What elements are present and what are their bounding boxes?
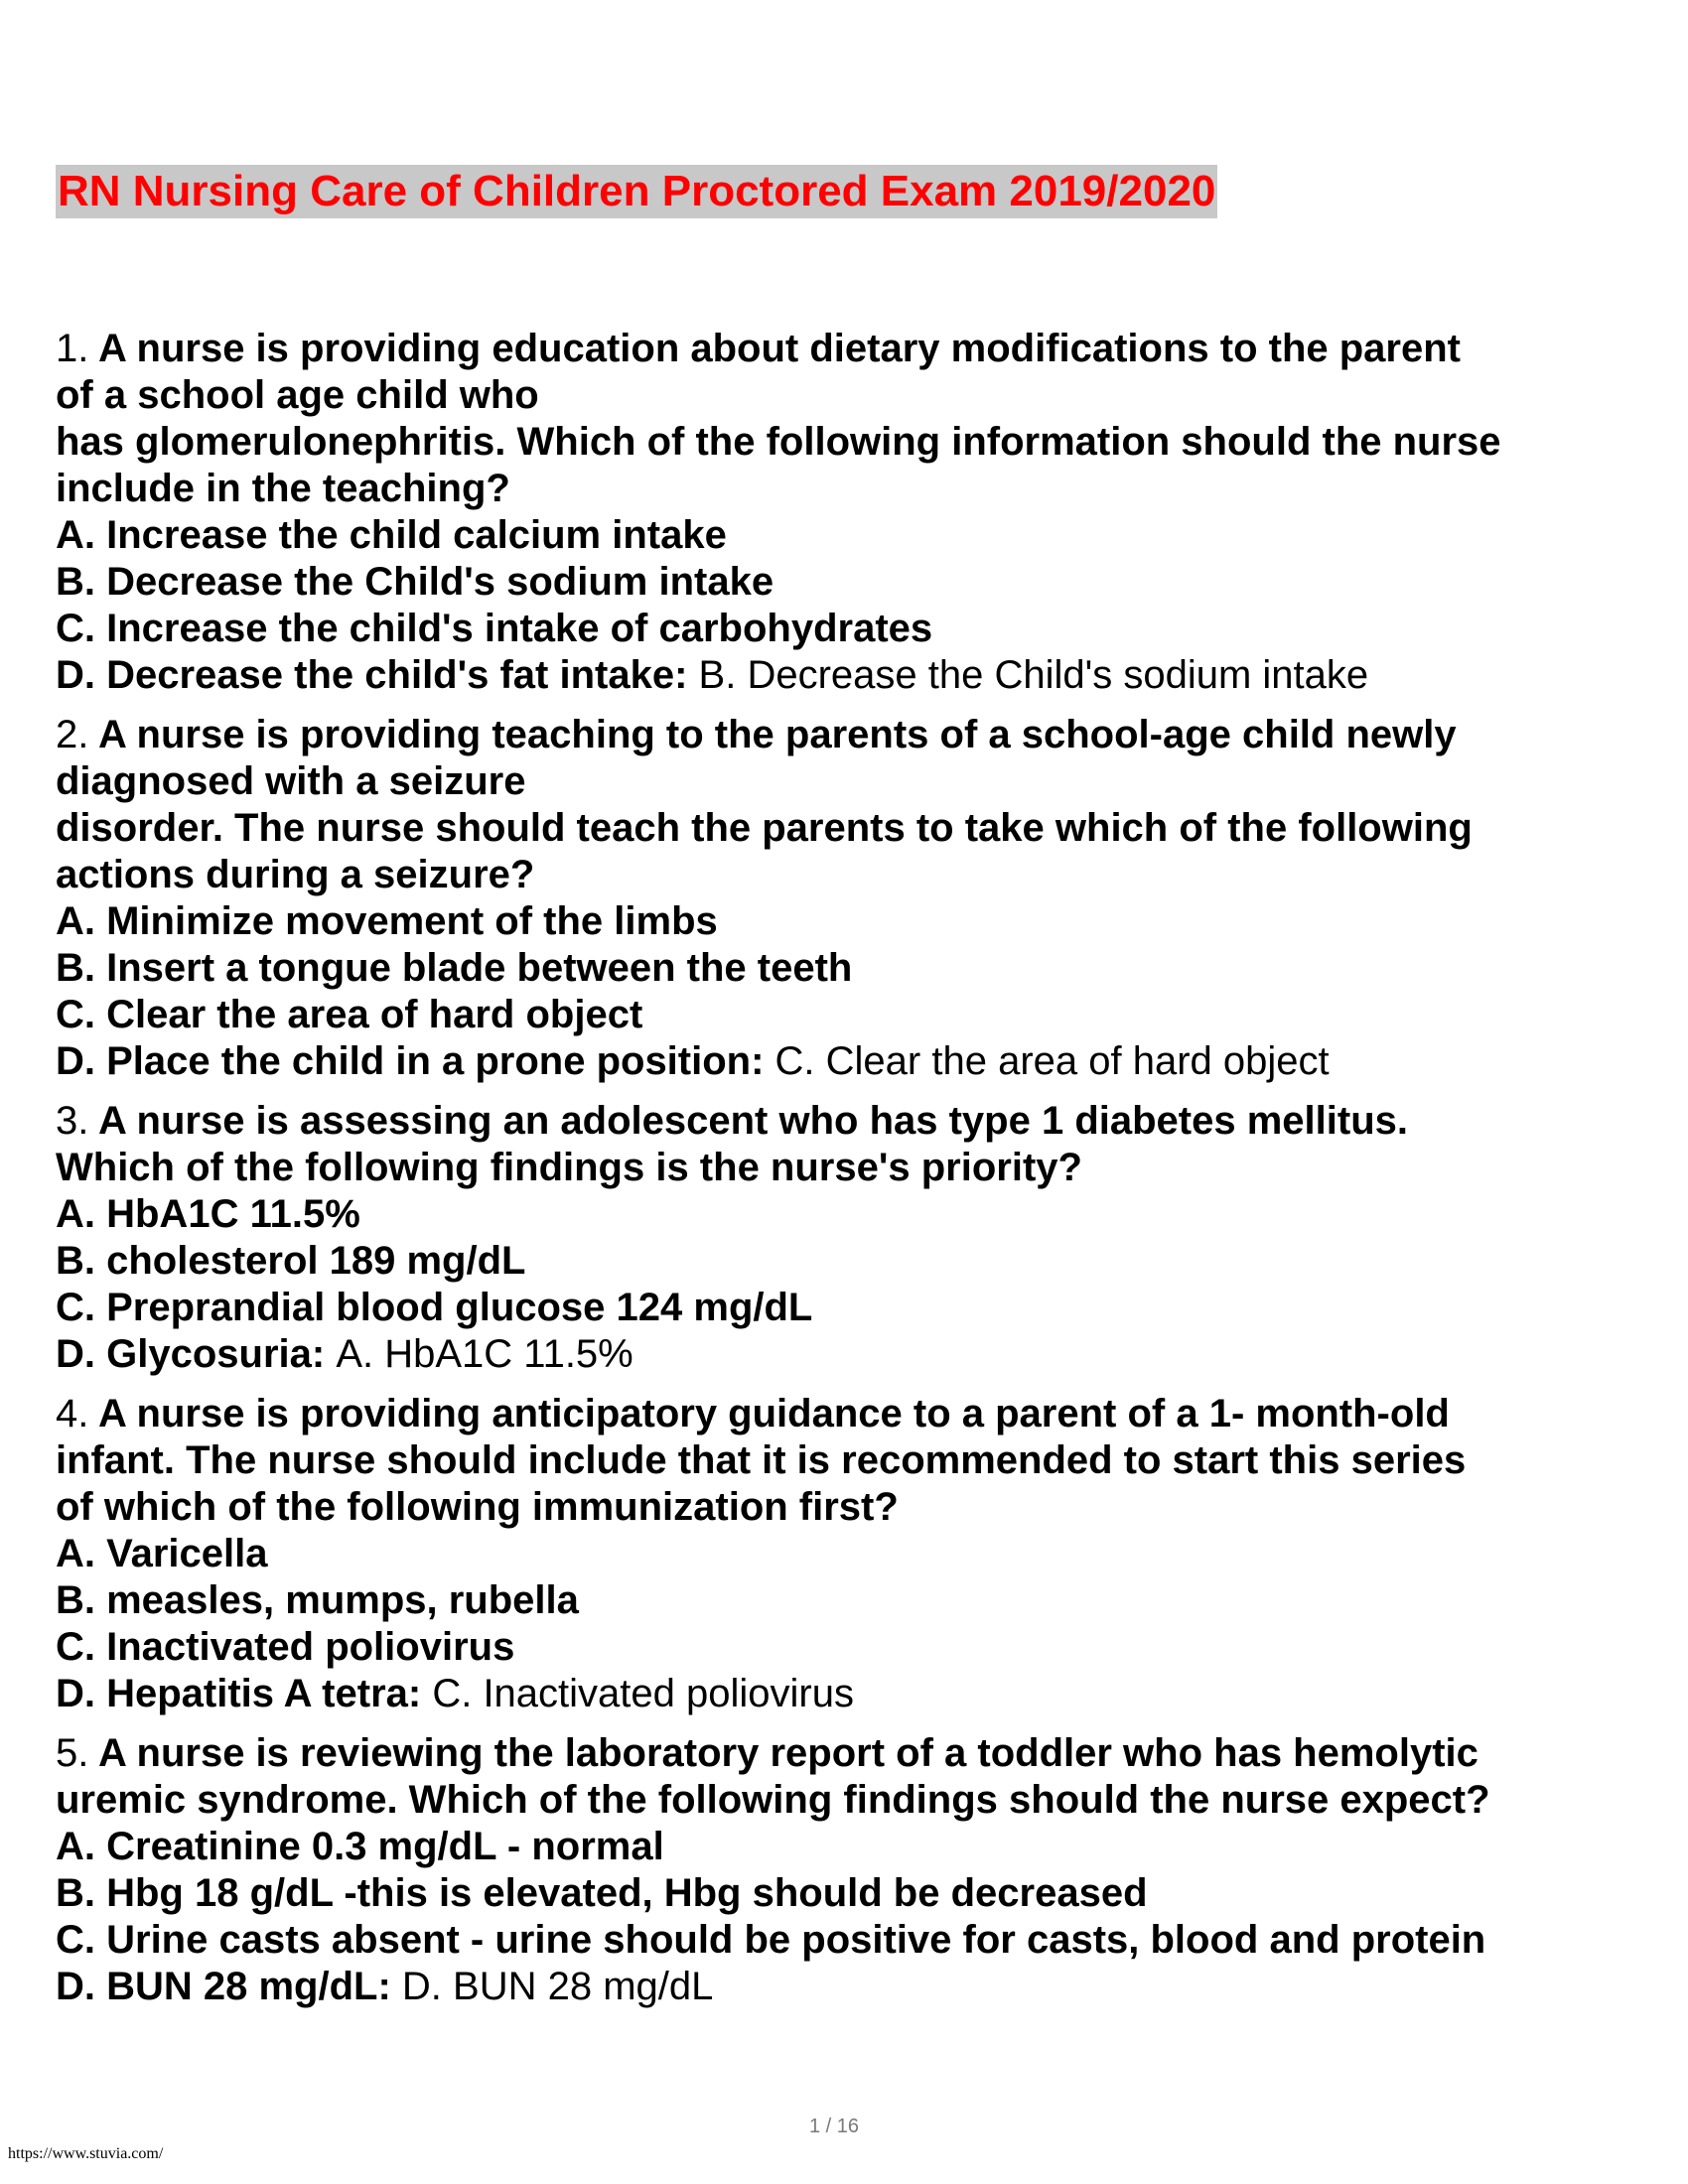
- option-d: D. Hepatitis A tetra:: [56, 1672, 422, 1715]
- question-number: 4.: [56, 1392, 89, 1435]
- option-d-line: [56, 652, 1644, 699]
- option-b: B. Insert a tongue blade between the teeth: [56, 946, 853, 990]
- question-stem-text: A nurse is assessing an adolescent who has type 1 diabetes mellitus.: [98, 1099, 1408, 1143]
- option-b: B. measles, mumps, rubella: [56, 1578, 579, 1622]
- option-a: A. Varicella: [56, 1532, 268, 1575]
- option-a: A. Increase the child calcium intake: [56, 513, 727, 557]
- answer-text: D. BUN 28 mg/dL: [401, 1965, 714, 2008]
- question-stem-text: A nurse is providing anticipatory guidance to a parent of a 1- month-old: [98, 1392, 1450, 1435]
- option-a: A. Creatinine 0.3 mg/dL - normal: [56, 1825, 664, 1868]
- question-stem-line: uremic syndrome. Which of the following findings should the nurse expect?: [56, 1778, 1490, 1822]
- question-4: [56, 1391, 1644, 1717]
- option-b: B. Hbg 18 g/dL -this is elevated, Hbg should be decreased: [56, 1871, 1148, 1915]
- option-c: C. Preprandial blood glucose 124 mg/dL: [56, 1286, 813, 1329]
- option-b: B. Decrease the Child's sodium intake: [56, 560, 774, 604]
- question-stem-line: infant. The nurse should include that it is recommended to start this series: [56, 1438, 1467, 1482]
- question-stem-line: [56, 1391, 1644, 1437]
- question-stem-line: [56, 326, 1644, 372]
- answer-text: B. Decrease the Child's sodium intake: [698, 653, 1369, 697]
- question-stem-line: actions during a seizure?: [56, 853, 535, 896]
- page-title: RN Nursing Care of Children Proctored Exam 2019/2020: [56, 165, 1217, 218]
- question-stem-text: A nurse is providing education about dietary modifications to the parent: [98, 327, 1461, 370]
- question-stem-line: [56, 1730, 1644, 1777]
- question-stem-text: A nurse is reviewing the laboratory report of a toddler who has hemolytic: [98, 1731, 1478, 1775]
- question-stem-line: include in the teaching?: [56, 467, 510, 510]
- option-c: C. Urine casts absent - urine should be positive for casts, blood and protein: [56, 1918, 1486, 1962]
- option-d: D. Place the child in a prone position:: [56, 1039, 765, 1083]
- option-a: A. Minimize movement of the limbs: [56, 899, 718, 943]
- question-5: [56, 1730, 1644, 2010]
- option-b: B. cholesterol 189 mg/dL: [56, 1239, 526, 1283]
- question-stem-line: [56, 1098, 1644, 1145]
- option-d: D. Decrease the child's fat intake:: [56, 653, 688, 697]
- option-d-line: [56, 1331, 1644, 1378]
- question-number: 3.: [56, 1099, 89, 1143]
- option-d: D. BUN 28 mg/dL:: [56, 1965, 391, 2008]
- question-stem-line: of which of the following immunization first?: [56, 1485, 899, 1529]
- option-c: C. Clear the area of hard object: [56, 993, 643, 1036]
- question-3: [56, 1098, 1644, 1378]
- question-stem-line: [56, 712, 1644, 758]
- option-c: C. Inactivated poliovirus: [56, 1625, 515, 1669]
- question-stem-line: Which of the following findings is the nurse's priority?: [56, 1146, 1082, 1189]
- page-number: 1 / 16: [809, 2116, 860, 2137]
- question-list: [56, 326, 1644, 2023]
- question-stem-line: disorder. The nurse should teach the parents to take which of the following: [56, 806, 1473, 850]
- option-c: C. Increase the child's intake of carbohydrates: [56, 607, 933, 650]
- question-number: 5.: [56, 1731, 89, 1775]
- footer-url: https://www.stuvia.com/: [8, 2145, 164, 2162]
- answer-text: C. Inactivated poliovirus: [432, 1672, 854, 1715]
- question-stem-text: A nurse is providing teaching to the parents of a school-age child newly: [98, 713, 1457, 756]
- option-a: A. HbA1C 11.5%: [56, 1192, 360, 1236]
- answer-text: A. HbA1C 11.5%: [336, 1332, 633, 1376]
- option-d-line: [56, 1038, 1644, 1085]
- option-d: D. Glycosuria:: [56, 1332, 326, 1376]
- question-stem-line: of a school age child who: [56, 373, 539, 417]
- question-number: 1.: [56, 327, 89, 370]
- question-1: [56, 326, 1644, 699]
- option-d-line: [56, 1671, 1644, 1717]
- question-2: [56, 712, 1644, 1085]
- question-number: 2.: [56, 713, 89, 756]
- question-stem-line: diagnosed with a seizure: [56, 759, 526, 803]
- answer-text: C. Clear the area of hard object: [774, 1039, 1330, 1083]
- question-stem-line: has glomerulonephritis. Which of the following information should the nurse: [56, 420, 1501, 464]
- option-d-line: [56, 1964, 1644, 2010]
